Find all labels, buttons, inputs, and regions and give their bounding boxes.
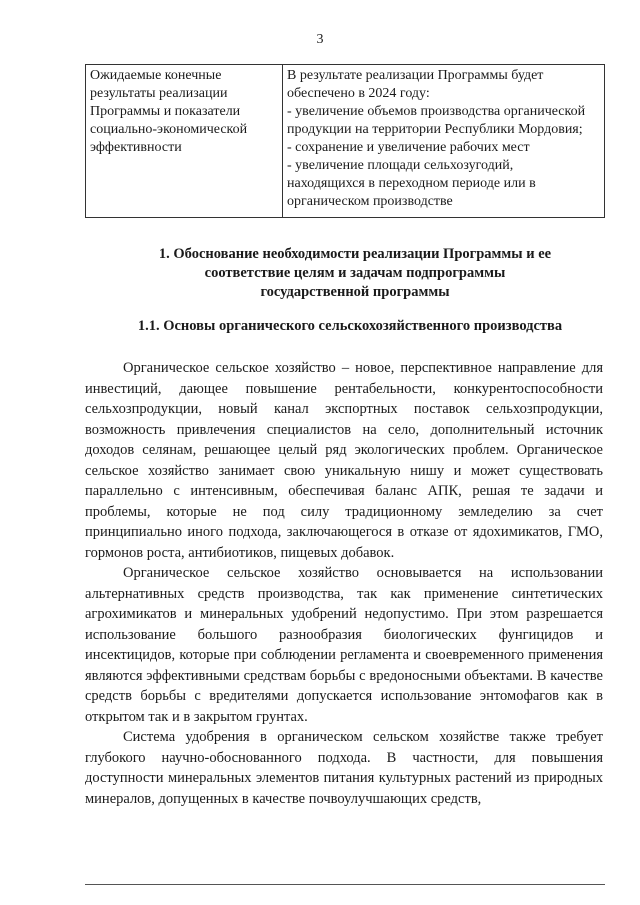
cell-line: эффективности [90, 140, 182, 155]
table-cell-value [283, 65, 605, 218]
paragraph: Органическое сельское хозяйство – новое, перспективное направление для инвестиций, дающее повышение рентабельности, конкурентоспособности сельхозпродукции, новый канал экспортных поставок сельхозпродукции, возможность привлечения специалистов на село, дополнительный источник доходов селянам, решающее целый ряд экологических проблем. Органическое сельское хозяйство занимает свою уникальную нишу и может существовать параллельно с интенсивным, обеспечивая баланс АПК, решая те задачи и проблемы, которые не под силу традиционному земледелию за счет принципиально иного подхода, заключающегося в отказе от ядохимикатов, ГМО, гормонов роста, антибиотиков, пищевых добавок. [85, 360, 603, 561]
heading-line: соответствие целям и задачам подпрограммы [204, 265, 506, 281]
table-row [86, 65, 605, 218]
cell-line: органическом производстве [287, 194, 453, 209]
heading-line: государственной программы [260, 284, 450, 300]
cell-line: - сохранение и увеличение рабочих мест [287, 140, 530, 155]
cell-line: социально-экономической [90, 122, 248, 137]
page-number: 3 [316, 32, 324, 47]
heading-line: 1. Обоснование необходимости реализации Программы и ее [158, 246, 552, 262]
paragraph: Органическое сельское хозяйство основывается на использовании альтернативных средств производства, так как применение синтетических агрохимикатов и минеральных удобрений недопустимо. При этом разрешается использование большого разнообразия биологических фунгицидов и инсектицидов, которые при соблюдении регламента и своевременного применения являются эффективными средствам борьбы с вредоносными объектами. В качестве средств борьбы с вредителями допускается использование энтомофагов как в открытом так и в закрытом грунтах. [85, 565, 603, 725]
body-text [85, 358, 603, 809]
page-bottom-divider [85, 884, 605, 885]
cell-line: Ожидаемые конечные [90, 68, 222, 83]
cell-line: обеспечено в 2024 году: [287, 86, 430, 101]
cell-line: находящихся в переходном периоде или в [287, 176, 536, 191]
summary-table [85, 64, 605, 218]
paragraph: Система удобрения в органическом сельском хозяйстве также требует глубокого научно-обоснованного подхода. В частности, для повышения доступности минеральных элементов питания культурных растений из природных минералов, допущенных в качестве почвоулучшающих средств, [85, 729, 603, 807]
cell-line: - увеличение объемов производства органической [287, 104, 586, 119]
cell-line: продукции на территории Республики Мордовия; [287, 122, 583, 137]
subsection-heading: 1.1. Основы органического сельскохозяйственного производства [137, 318, 563, 334]
table-cell-label [86, 65, 283, 218]
section-heading [95, 245, 615, 302]
cell-line: - увеличение площади сельхозугодий, [287, 158, 514, 173]
cell-line: Программы и показатели [90, 104, 241, 119]
cell-line: результаты реализации [90, 86, 228, 101]
cell-line: В результате реализации Программы будет [287, 68, 544, 83]
